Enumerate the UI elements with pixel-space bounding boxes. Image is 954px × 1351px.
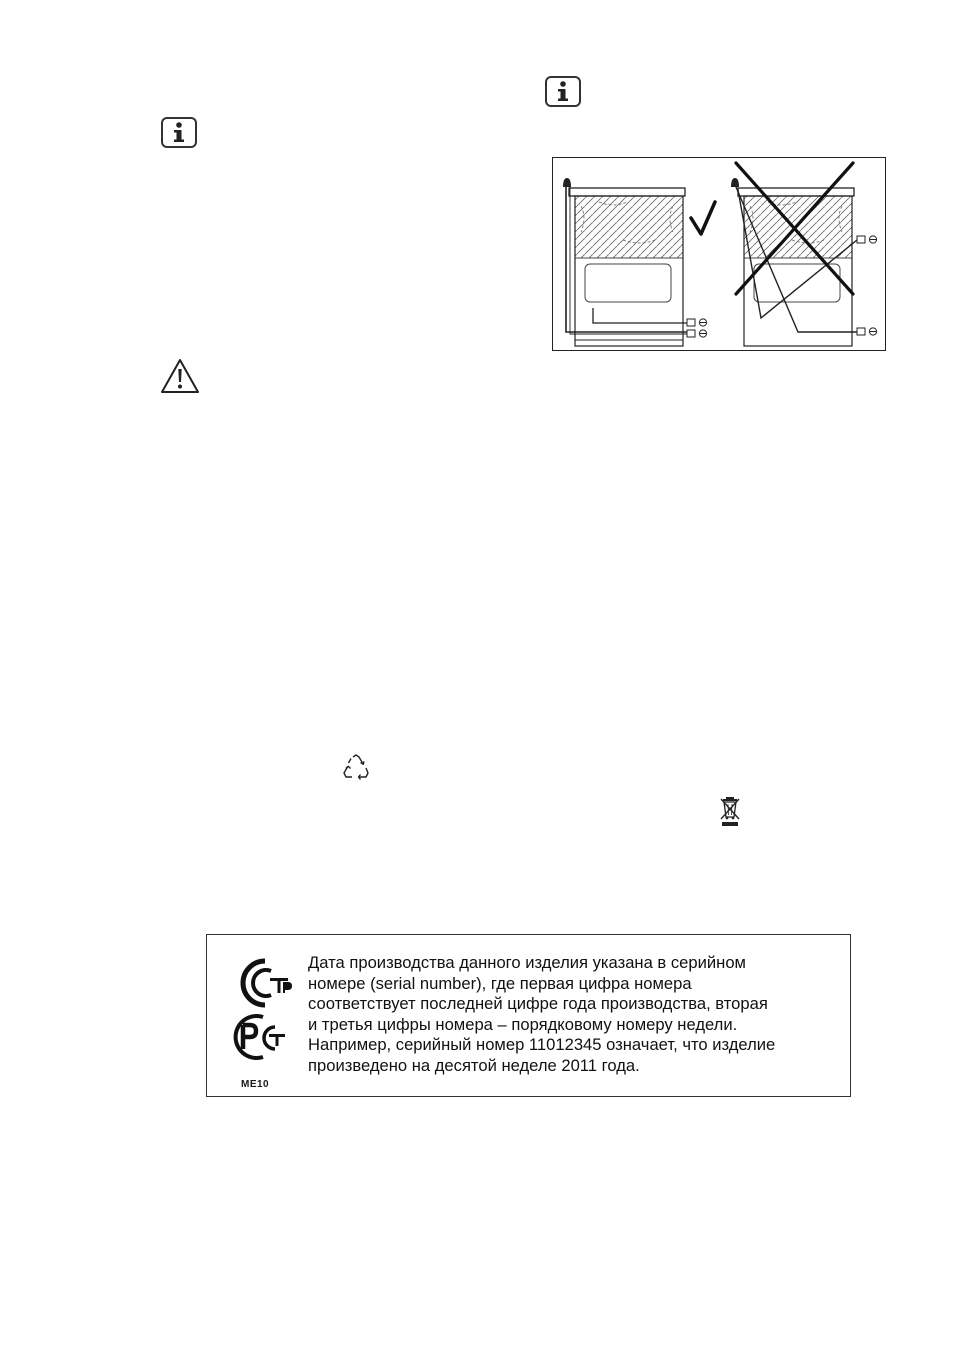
installation-figure [552,157,886,351]
notice-line: Дата производства данного изделия указана в серийном [308,953,746,972]
certification-marks [225,953,297,1090]
warning-triangle-icon [159,357,201,395]
notice-line: Например, серийный номер 11012345 означает, что изделие [308,1035,776,1054]
notice-line: и третья цифры номера – порядковому номеру недели. [308,1014,738,1034]
pct-mark-icon [236,1016,285,1058]
notice-line: номере (serial number), где первая цифра номера [308,973,692,993]
notice-line: произведено на десятой неделе 2011 года. [308,1055,640,1075]
recycle-icon [342,753,370,781]
ctp-mark-icon [243,961,292,1005]
crossed-out-bin-icon [719,795,741,827]
notice-line: соответствует последней цифре года производства, вторая [308,994,768,1013]
correct-installation [563,178,715,346]
notice-text [308,953,844,1076]
certification-label: ME10 [241,1079,270,1090]
info-icon [545,76,581,107]
cable-routing-diagram [553,158,884,349]
checkmark-icon [691,202,715,234]
incorrect-installation [731,163,877,346]
info-icon [161,117,197,148]
production-date-notice [206,934,851,1097]
